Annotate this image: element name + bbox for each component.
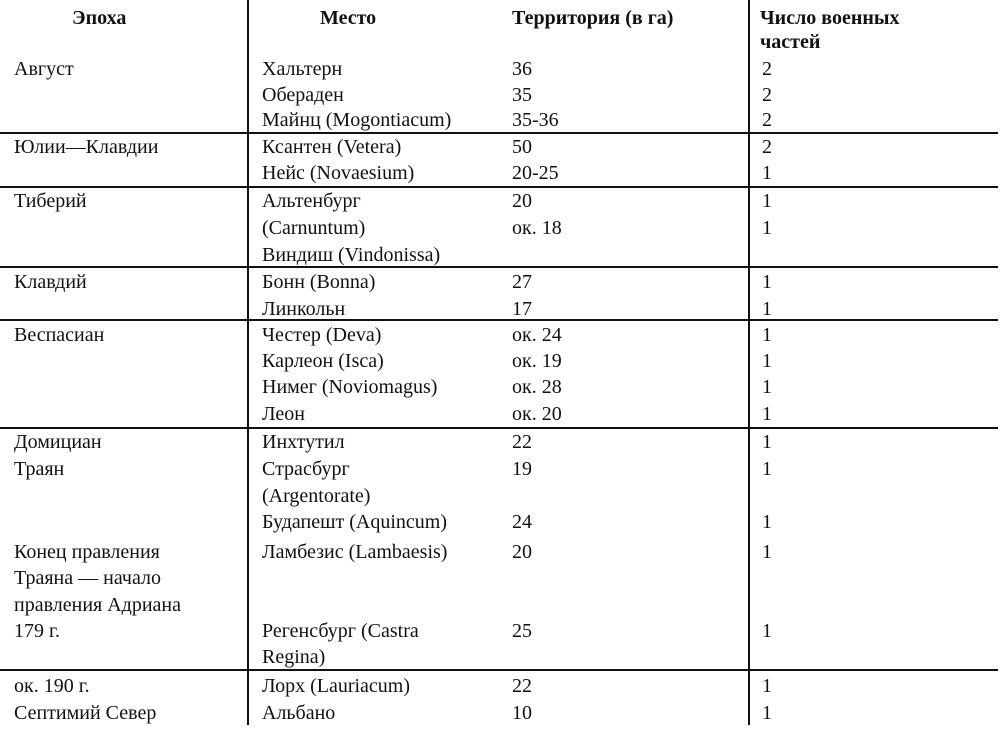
place-cell: Майнц (Mogontiacum) xyxy=(262,109,452,131)
era-cell: Тиберий xyxy=(14,190,87,212)
column-separator-era xyxy=(247,0,249,725)
place-cell: Инхтутил xyxy=(262,431,345,453)
era-cell: ок. 190 г. xyxy=(14,675,90,697)
place-cell: Regina) xyxy=(262,646,326,668)
units-cell: 1 xyxy=(762,675,772,697)
row-separator xyxy=(0,266,998,268)
place-cell: Виндиш (Vindonissa) xyxy=(262,244,441,266)
era-cell: Септимий Север xyxy=(14,702,157,724)
place-cell: Регенсбург (Castra xyxy=(262,620,419,642)
era-cell: Август xyxy=(14,58,74,80)
header-territory: Территория (в га) xyxy=(512,7,674,29)
place-cell: Бонн (Bonna) xyxy=(262,271,376,293)
era-cell: правления Адриана xyxy=(14,594,182,616)
place-cell: Лорх (Lauriacum) xyxy=(262,675,411,697)
territory-cell: 50 xyxy=(512,136,532,158)
territory-cell: 22 xyxy=(512,431,532,453)
territory-cell: ок. 19 xyxy=(512,350,562,372)
territory-cell: 36 xyxy=(512,58,532,80)
territory-cell: ок. 24 xyxy=(512,324,562,346)
units-cell: 1 xyxy=(762,511,772,533)
place-cell: Альтенбург xyxy=(262,190,361,212)
units-cell: 1 xyxy=(762,620,772,642)
place-cell: Леон xyxy=(262,403,306,425)
units-cell: 1 xyxy=(762,431,772,453)
header-era: Эпоха xyxy=(72,7,127,29)
units-cell: 2 xyxy=(762,136,772,158)
territory-cell: 25 xyxy=(512,620,532,642)
units-cell: 1 xyxy=(762,190,772,212)
place-cell: Хальтерн xyxy=(262,58,343,80)
era-cell: Конец правления xyxy=(14,541,160,563)
units-cell: 1 xyxy=(762,298,772,320)
territory-cell: 20-25 xyxy=(512,162,559,184)
place-cell: Альбано xyxy=(262,702,336,724)
territory-cell: ок. 28 xyxy=(512,376,562,398)
era-cell: Домициан xyxy=(14,431,102,453)
era-cell: Траяна — начало xyxy=(14,567,161,589)
row-separator xyxy=(0,132,998,134)
place-cell: Ламбезис (Lambaesis) xyxy=(262,541,448,563)
territory-cell: 27 xyxy=(512,271,532,293)
units-cell: 1 xyxy=(762,541,772,563)
territory-cell: 24 xyxy=(512,511,532,533)
place-cell: Страсбург xyxy=(262,458,350,480)
units-cell: 1 xyxy=(762,403,772,425)
units-cell: 1 xyxy=(762,217,772,239)
header-units-line1: Число военных xyxy=(760,7,900,29)
units-cell: 2 xyxy=(762,84,772,106)
units-cell: 1 xyxy=(762,702,772,724)
units-cell: 2 xyxy=(762,58,772,80)
units-cell: 1 xyxy=(762,458,772,480)
units-cell: 1 xyxy=(762,324,772,346)
units-cell: 1 xyxy=(762,350,772,372)
era-cell: Клавдий xyxy=(14,271,87,293)
row-separator xyxy=(0,186,998,188)
units-cell: 1 xyxy=(762,376,772,398)
row-separator xyxy=(0,669,998,671)
header-units-line2: частей xyxy=(760,31,821,53)
place-cell: Честер (Deva) xyxy=(262,324,382,346)
column-separator-units xyxy=(748,0,750,725)
territory-cell: 17 xyxy=(512,298,532,320)
row-separator xyxy=(0,427,998,429)
row-separator xyxy=(0,319,998,321)
era-cell: Траян xyxy=(14,458,65,480)
place-cell: Нимег (Noviomagus) xyxy=(262,376,438,398)
place-cell: (Argentorate) xyxy=(262,485,371,507)
territory-cell: 10 xyxy=(512,702,532,724)
territory-cell: 20 xyxy=(512,541,532,563)
territory-cell: ок. 18 xyxy=(512,217,562,239)
era-cell: Веспасиан xyxy=(14,324,105,346)
place-cell: Будапешт (Aquincum) xyxy=(262,511,447,533)
territory-cell: 19 xyxy=(512,458,532,480)
place-cell: Ксантен (Vetera) xyxy=(262,136,402,158)
territory-cell: 35 xyxy=(512,84,532,106)
era-cell: Юлии—Клавдии xyxy=(14,136,159,158)
territory-cell: 20 xyxy=(512,190,532,212)
header-place: Место xyxy=(320,7,377,29)
place-cell: Карлеон (Isca) xyxy=(262,350,384,372)
territory-cell: 35-36 xyxy=(512,109,559,131)
place-cell: Линкольн xyxy=(262,298,346,320)
territory-cell: 22 xyxy=(512,675,532,697)
place-cell: (Carnuntum) xyxy=(262,217,366,239)
territory-cell: ок. 20 xyxy=(512,403,562,425)
era-cell: 179 г. xyxy=(14,620,60,642)
place-cell: Обераден xyxy=(262,84,344,106)
place-cell: Нейс (Novaesium) xyxy=(262,162,415,184)
units-cell: 2 xyxy=(762,109,772,131)
units-cell: 1 xyxy=(762,162,772,184)
units-cell: 1 xyxy=(762,271,772,293)
